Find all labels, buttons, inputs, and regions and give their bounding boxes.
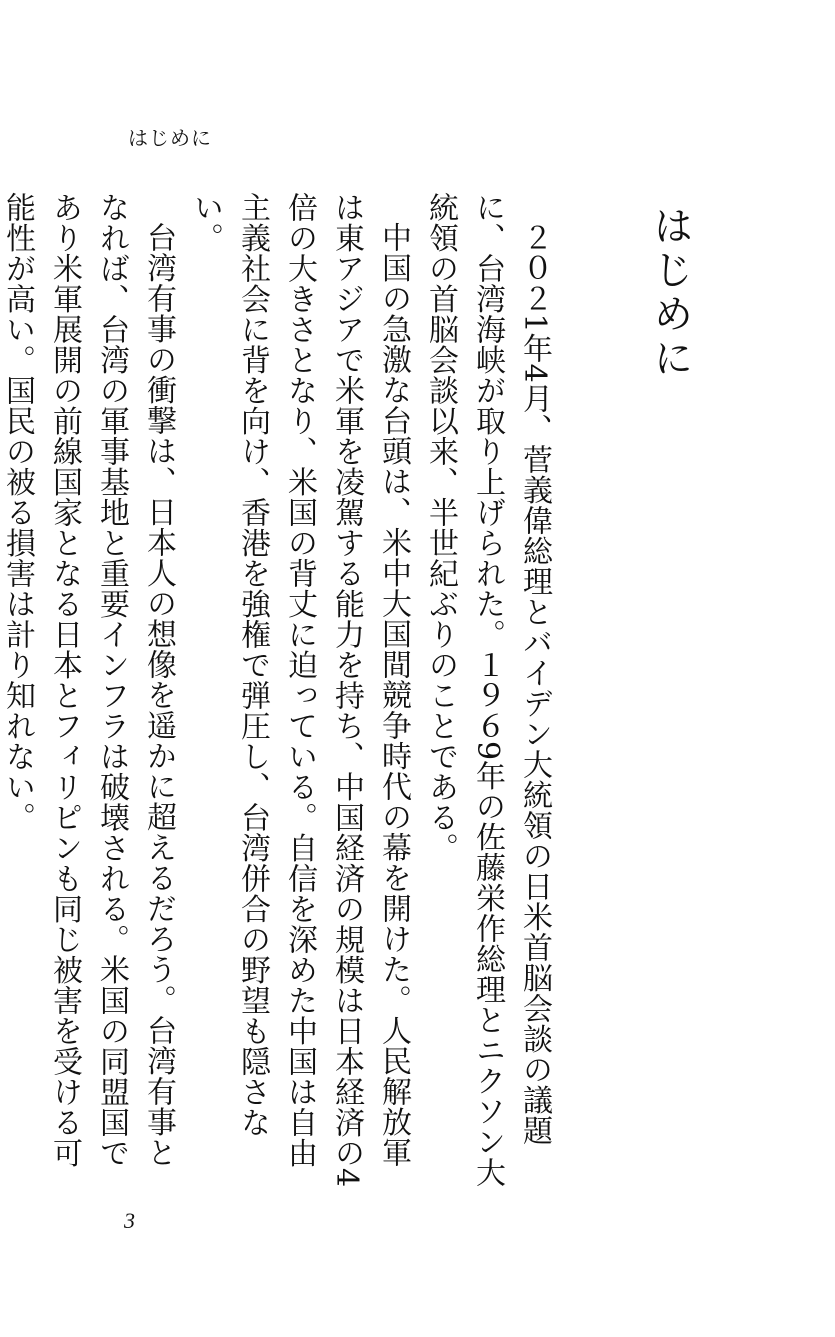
paragraph-1: ２０２1年4月、菅義偉総理とバイデン大統領の日米首脳会談の議題に、台湾海峡が取り上げられた。１９６9年の佐藤栄作総理とニクソン大統領の首脳会談以来、半世紀ぶりのことである。	[423, 192, 552, 1188]
page-number: 3	[124, 1208, 135, 1233]
chapter-title: はじめに	[647, 205, 693, 381]
paragraph-2: 中国の急激な台頭は、米中大国間競争時代の幕を開けた。人民解放軍は東アジアで米軍を凌駕する能力を持ち、中国経済の規模は日本経済の4倍の大きさとなり、米国の背丈に迫っている。自信を深めた中国は自由主義社会に背を向け、香港を強権で弾圧し、台湾併合の野望も隠さない。	[188, 192, 411, 1188]
body-text	[0, 192, 558, 1192]
paragraph-3: 台湾有事の衝撃は、日本人の想像を遥かに超えるだろう。台湾有事となれば、台湾の軍事基地と重要インフラは破壊される。米国の同盟国であり米軍展開の前線国家となる日本とフィリピンも同じ被害を受ける可能性が高い。国民の被る損害は計り知れない。	[0, 192, 176, 1168]
running-header: はじめに	[128, 126, 212, 150]
